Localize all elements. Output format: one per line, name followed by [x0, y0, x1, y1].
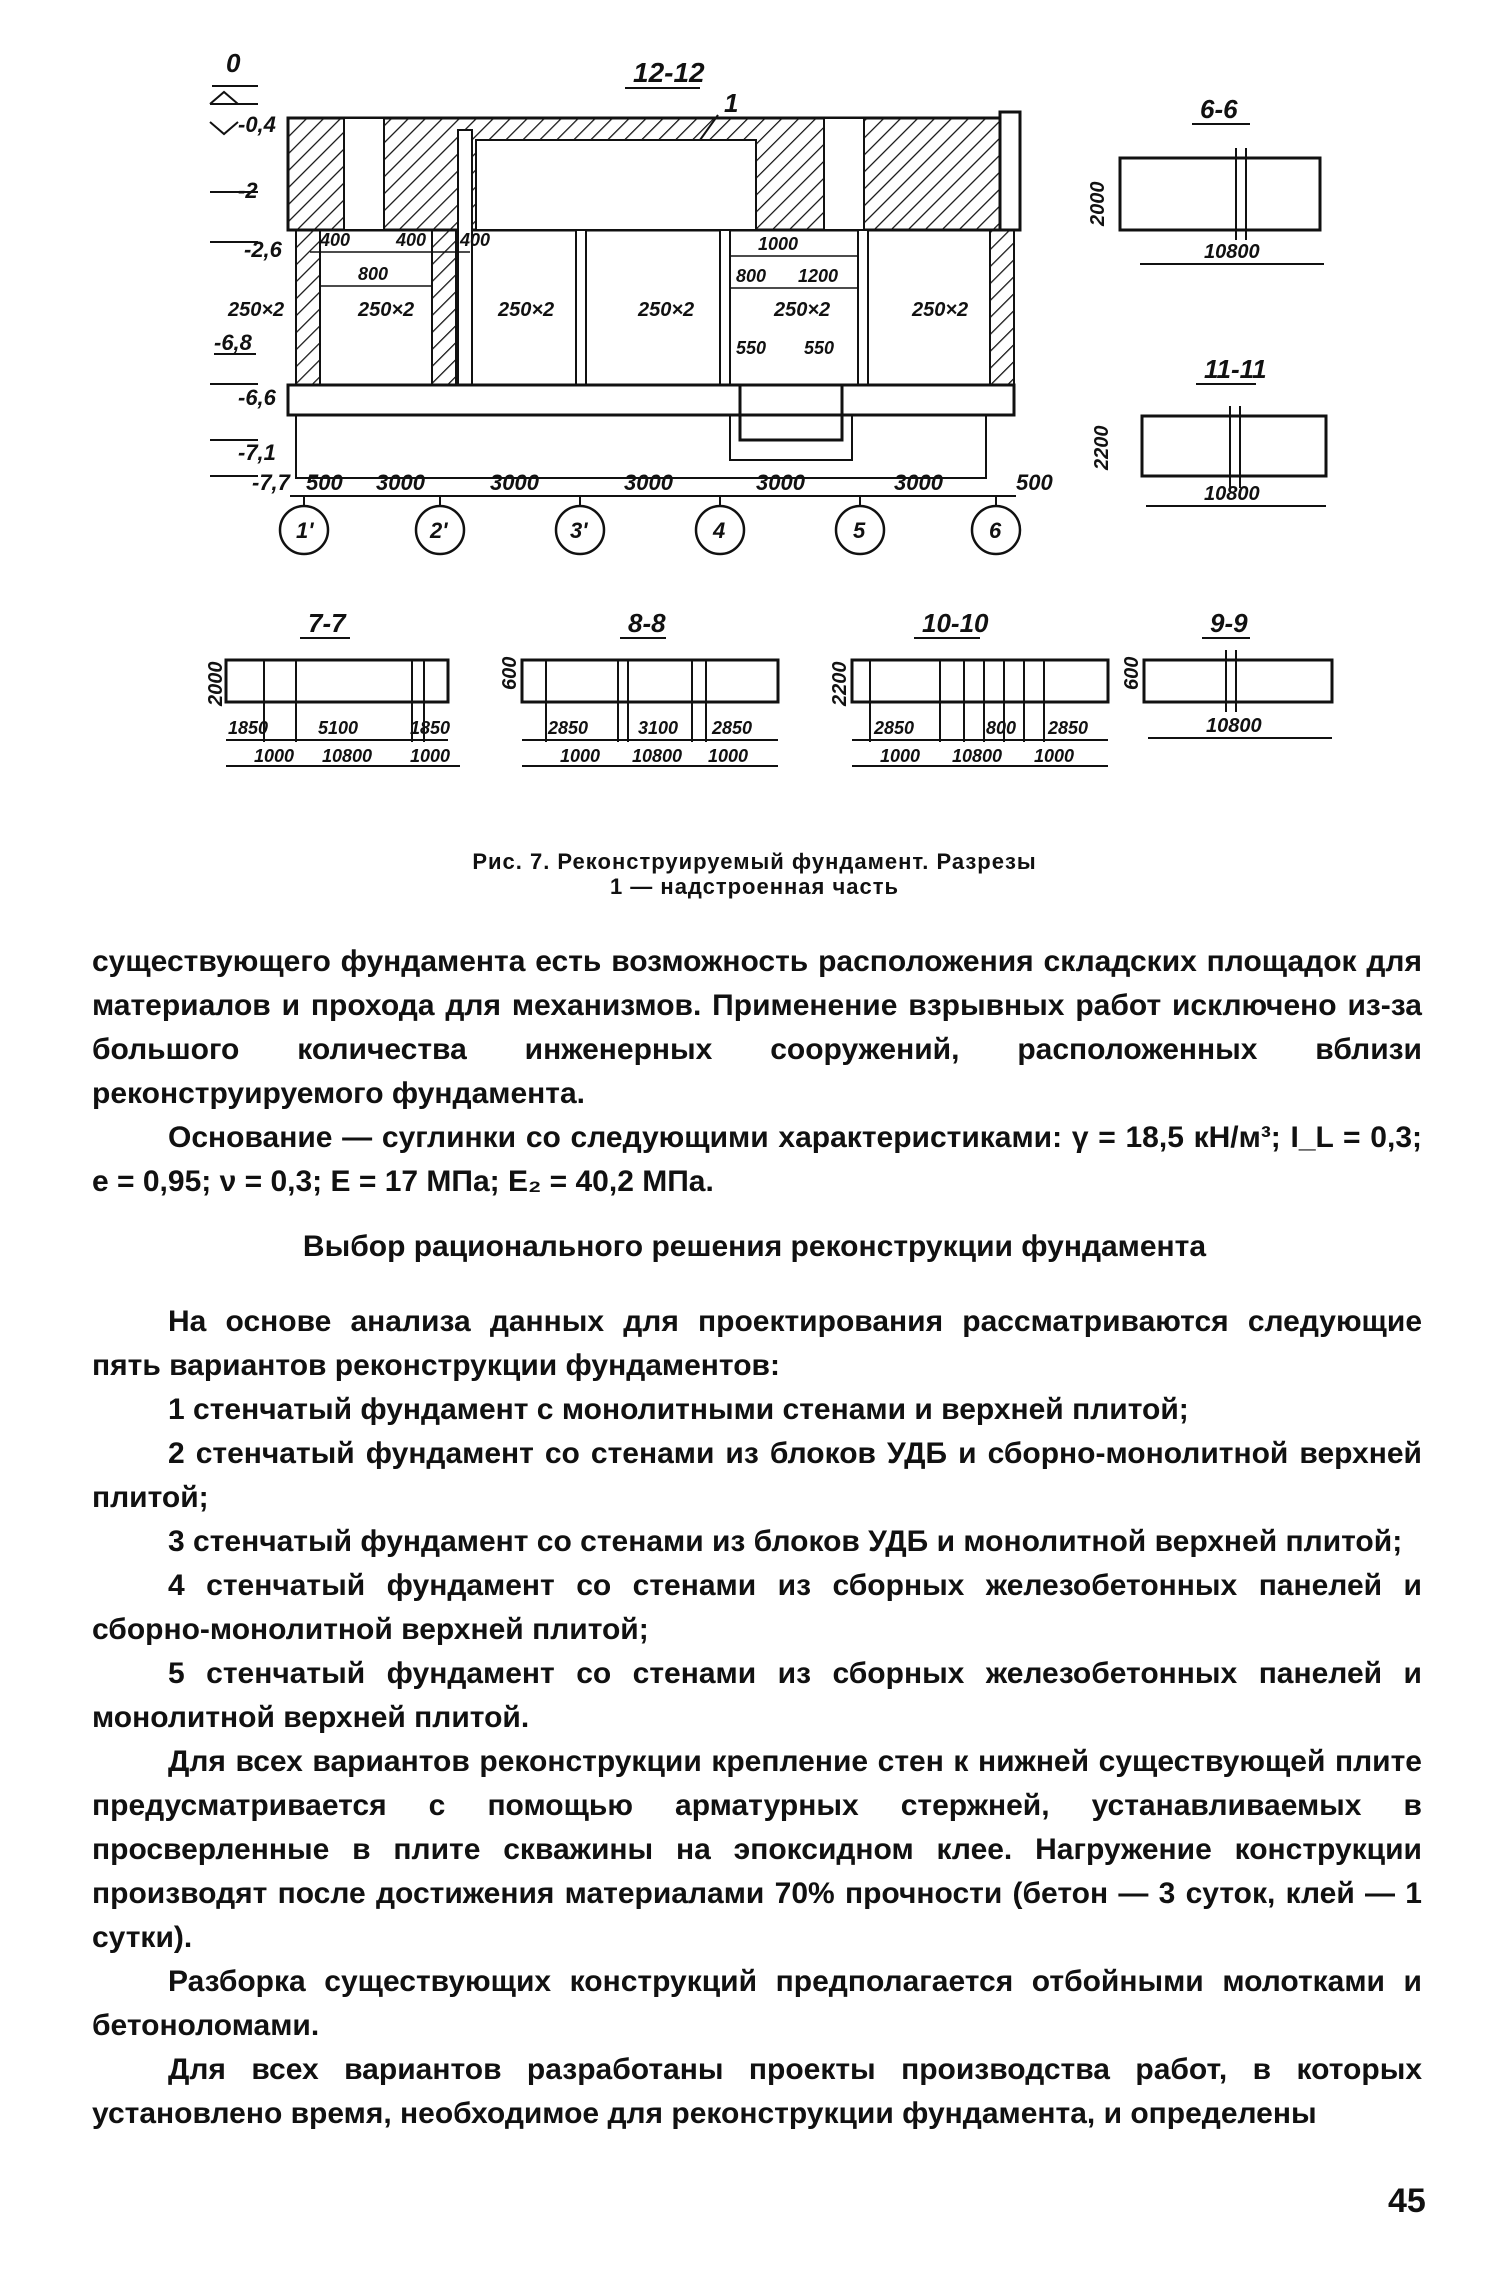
figure-caption-title: Рис. 7. Реконструируемый фундамент. Разрезы — [472, 849, 1037, 874]
dim-8-8-height: 600 — [499, 656, 521, 690]
dim-10-10-bottom-2: 10800 — [952, 746, 1003, 766]
list-item-4: 4 стенчатый фундамент со стенами из сборных железобетонных панелей и сборно-монолитной верхней плитой; — [92, 1569, 1422, 1646]
dim-10-10-bottom-1: 1000 — [880, 746, 921, 766]
section-label-7-7: 7-7 — [308, 608, 346, 638]
text-block-top — [92, 940, 1422, 1204]
dim-1200: 1200 — [798, 266, 839, 286]
list-item-5: 5 стенчатый фундамент со стенами из сборных железобетонных панелей и монолитной верхней плитой. — [92, 1657, 1422, 1734]
dim-10-10-bottom-3: 1000 — [1034, 746, 1075, 766]
dim-8-8-top-1: 2850 — [548, 718, 589, 738]
dim-7-7-bottom-2: 10800 — [322, 746, 373, 766]
wall-label-2: 250×2 — [358, 299, 415, 321]
axis-6: 6 — [989, 518, 1002, 543]
section-11-11 — [1091, 354, 1326, 506]
axis-3: 3' — [570, 518, 588, 543]
section-heading: Выбор рационального решения реконструкции фундамента — [302, 1230, 1207, 1263]
wall-labels — [227, 299, 968, 321]
dim-550-left: 550 — [736, 338, 767, 358]
section-7-7 — [205, 608, 460, 766]
section-label-6-6: 6-6 — [1200, 94, 1238, 124]
paragraph-10: Разборка существующих конструкций предполагается отбойными молотками и бетоноломами. — [92, 1965, 1422, 2042]
dim-800-right: 800 — [736, 266, 767, 286]
paragraph-2: Основание — суглинки со следующими характеристиками: γ = 18,5 кН/м³; I_L = 0,3; e = 0,95; ν = 0,3; E = 17 МПа; E₂ = 40,2 МПа. — [92, 1121, 1422, 1198]
dim-bottom-2: 3000 — [376, 470, 425, 495]
callout-1-label: 1 — [724, 88, 739, 118]
dim-10-10-top-3: 2850 — [1048, 718, 1089, 738]
elevation-marks — [210, 92, 292, 495]
dim-9-9-width: 10800 — [1206, 715, 1262, 737]
list-item-3: 3 стенчатый фундамент со стенами из блоков УДБ и монолитной верхней плитой; — [168, 1525, 1403, 1558]
elevation-6-6: -6,6 — [238, 385, 276, 410]
dim-10-10-top-1: 2850 — [874, 718, 915, 738]
section-label-8-8: 8-8 — [628, 608, 666, 638]
section-label-12-12: 12-12 — [633, 57, 705, 88]
paragraph-11: Для всех вариантов разработаны проекты производства работ, в которых установлено время, необходимое для реконструкции фундамента, и определены — [92, 2053, 1422, 2130]
axis-markers — [280, 496, 1020, 554]
dim-1000: 1000 — [758, 234, 799, 254]
axis-4: 4 — [713, 518, 726, 543]
figure-caption-note: 1 — надстроенная часть — [609, 874, 900, 899]
text-block-main — [92, 1300, 1422, 2136]
dim-7-7-bottom-3: 1000 — [410, 746, 451, 766]
section-9-9 — [1121, 608, 1332, 738]
axis-1: 1' — [296, 518, 314, 543]
dim-550-right: 550 — [804, 338, 835, 358]
list-item-1: 1 стенчатый фундамент с монолитными стенами и верхней плитой; — [168, 1393, 1189, 1426]
dim-bottom-4: 3000 — [624, 470, 673, 495]
axis-zero-label: 0 — [226, 48, 241, 78]
elevation-0-4: -0,4 — [238, 112, 276, 137]
axis-5: 5 — [853, 518, 866, 543]
axis-2: 2' — [430, 518, 448, 543]
paragraph-9: Для всех вариантов реконструкции крепление стен к нижней существующей плите предусматривается с помощью арматурных стержней, устанавливаемых в просверленные в плите скважины на эпоксидном клее. Нагружение конструкции производят после достижения материалами 70% прочности (бетон — 3 суток, клей — 1 сутки). — [92, 1745, 1422, 1954]
wall-label-3: 250×2 — [498, 299, 555, 321]
section-12-12 — [210, 48, 1053, 554]
elevation-2-6: -2,6 — [244, 237, 282, 262]
wall-label-5: 250×2 — [774, 299, 831, 321]
section-8-8 — [499, 608, 778, 766]
elevation-6-8: -6,8 — [214, 330, 252, 355]
wall-label-1: 250×2 — [228, 299, 285, 321]
dim-7-7-bottom-1: 1000 — [254, 746, 295, 766]
dim-bottom-1: 500 — [306, 470, 343, 495]
dim-10-10-top-2: 800 — [986, 718, 1017, 738]
list-item-2: 2 стенчатый фундамент со стенами из блоков УДБ и сборно-монолитной верхней плитой; — [92, 1437, 1422, 1514]
dim-7-7-top-3: 1850 — [410, 718, 451, 738]
dim-7-7-height: 2000 — [205, 661, 227, 706]
wall-label-4: 250×2 — [638, 299, 695, 321]
paragraph-3: На основе анализа данных для проектирования рассматриваются следующие пять вариантов реконструкции фундаментов: — [92, 1305, 1422, 1382]
dim-8-8-top-3: 2850 — [712, 718, 753, 738]
elevation-7-7: -7,7 — [252, 470, 290, 495]
dim-8-8-bottom-2: 10800 — [632, 746, 683, 766]
dim-8-8-bottom-1: 1000 — [560, 746, 601, 766]
dim-bottom-6: 3000 — [894, 470, 943, 495]
bottom-dimensions — [306, 470, 1053, 495]
dim-6-6-height: 2000 — [1087, 181, 1109, 226]
section-10-10 — [829, 608, 1108, 766]
dim-11-11-height: 2200 — [1091, 425, 1113, 470]
dim-8-8-top-2: 3100 — [638, 718, 679, 738]
dim-bottom-7: 500 — [1016, 470, 1053, 495]
section-label-11-11: 11-11 — [1204, 354, 1267, 384]
dim-800-left: 800 — [358, 264, 389, 284]
section-label-9-9: 9-9 — [1210, 608, 1248, 638]
dim-7-7-top-1: 1850 — [228, 718, 269, 738]
dim-bottom-5: 3000 — [756, 470, 805, 495]
dim-6-6-width: 10800 — [1204, 241, 1260, 263]
section-6-6 — [1087, 94, 1324, 264]
elevation-7-1: -7,1 — [238, 440, 276, 465]
dim-bottom-3: 3000 — [490, 470, 539, 495]
dim-400-b: 400 — [396, 230, 427, 250]
dim-8-8-bottom-3: 1000 — [708, 746, 749, 766]
page-number: 45 — [1388, 2182, 1426, 2220]
paragraph-1: существующего фундамента есть возможность расположения складских площадок для материалов и прохода для механизмов. Применение взрывных работ исключено из-за большого количества инженерных сооружений, расположенных вблизи реконструируемого фундамента. — [92, 945, 1422, 1110]
elevation-2: -2 — [238, 178, 258, 203]
foundation-sections-figure — [0, 0, 1509, 840]
dim-400-a: 400 — [320, 230, 351, 250]
dim-11-11-width: 10800 — [1204, 483, 1260, 505]
dim-9-9-height: 600 — [1121, 656, 1143, 690]
dim-400-c: 400 — [460, 230, 491, 250]
dim-10-10-height: 2200 — [829, 661, 851, 706]
section-label-10-10: 10-10 — [922, 608, 989, 638]
wall-label-6: 250×2 — [912, 299, 969, 321]
dim-7-7-top-2: 5100 — [318, 718, 359, 738]
